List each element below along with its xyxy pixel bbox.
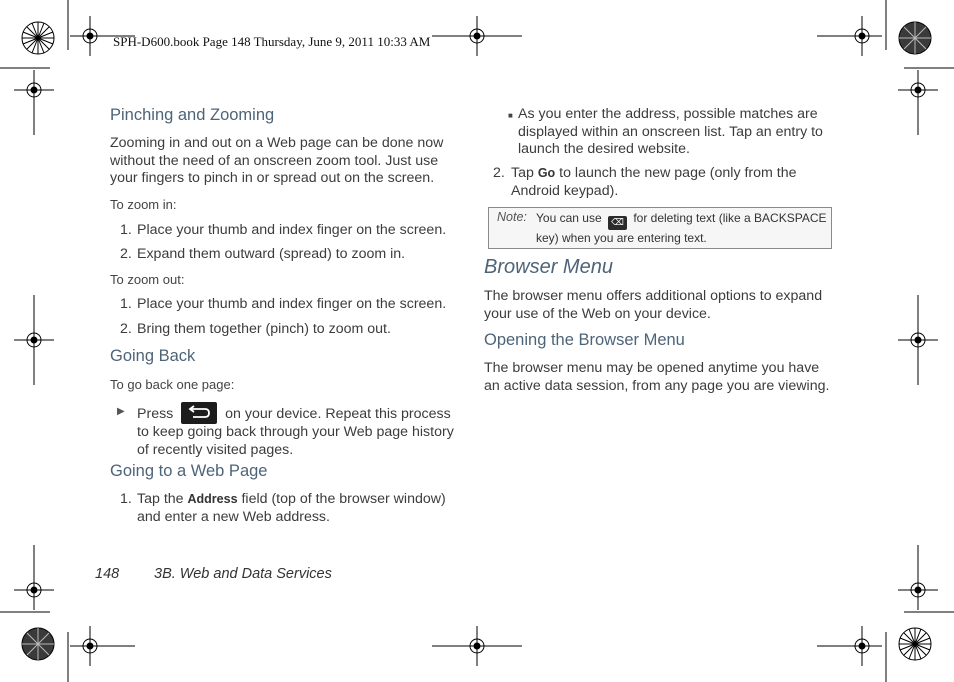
step-number: 2.	[120, 246, 132, 262]
browser-menu-title: Browser Menu	[484, 256, 613, 278]
step-number: 2.	[120, 321, 132, 337]
going-back-line: of recently visited pages.	[137, 441, 294, 458]
address-bullet	[518, 106, 848, 159]
going-back-text	[137, 402, 477, 459]
step-text: Bring them together (pinch) to zoom out.	[137, 321, 391, 337]
zoom-out-label: To zoom out:	[110, 272, 185, 287]
bullet-line: displayed within an onscreen list. Tap an entry to	[518, 123, 823, 140]
note-text-part: You can use	[536, 211, 602, 225]
step-text: Expand them outward (spread) to zoom in.	[137, 246, 406, 262]
note-text	[536, 210, 828, 246]
note-box	[488, 207, 832, 249]
web-page-step-1	[120, 491, 465, 526]
press-word: Press	[137, 406, 174, 422]
address-field-name: Address	[187, 492, 238, 506]
section-name: 3B. Web and Data Services	[154, 566, 332, 582]
going-back-label: To go back one page:	[110, 377, 235, 392]
step-text: Tap	[511, 165, 534, 181]
pinch-text-line: Zooming in and out on a Web page can be done now	[110, 135, 444, 151]
paragraph-line: your use of the Web on your device.	[484, 305, 711, 322]
delete-key-icon: ⌫	[608, 216, 627, 230]
page-number: 148	[95, 566, 120, 582]
step-number: 1.	[120, 222, 132, 238]
step-text: to launch the new page (only from the	[559, 165, 797, 181]
opening-title: Opening the Browser Menu	[484, 331, 685, 349]
bullet-line: As you enter the address, possible matches are	[518, 106, 818, 122]
pinch-title: Pinching and Zooming	[110, 106, 275, 124]
step-text: Place your thumb and index finger on the screen.	[137, 222, 447, 238]
step-text: Tap the	[137, 491, 184, 507]
note-label: Note:	[497, 210, 527, 224]
back-key-icon	[181, 402, 217, 424]
going-back-line: to keep going back through your Web page history	[137, 424, 454, 440]
triangle-bullet-icon: ▶	[117, 406, 125, 417]
going-back-rest: on your device. Repeat this process	[225, 406, 451, 422]
pinch-text-line: your fingers to pinch in or spread out on the screen.	[110, 170, 435, 186]
square-bullet-icon: ■	[508, 111, 513, 120]
step-text: field (top of the browser window)	[241, 491, 446, 507]
step-number: 1.	[120, 296, 132, 312]
zoom-out-step-1	[120, 296, 470, 314]
go-key-name: Go	[537, 166, 556, 180]
paragraph-line: The browser menu may be opened anytime you have	[484, 360, 820, 376]
going-back-title: Going Back	[110, 347, 196, 365]
step-number: 2.	[493, 165, 505, 181]
note-text-part: for deleting text (like a BACKSPACE	[633, 211, 827, 225]
pinch-text	[110, 135, 443, 188]
zoom-in-step-2	[120, 246, 470, 264]
step-text: Place your thumb and index finger on the screen.	[137, 296, 447, 312]
paragraph-line: an active data session, from any page you are viewing.	[484, 377, 830, 394]
web-page-title: Going to a Web Page	[110, 462, 268, 480]
paragraph-line: The browser menu offers additional options to expand	[484, 288, 823, 304]
note-text-line2: key) when you are entering text.	[536, 231, 707, 245]
step-number: 1.	[120, 491, 132, 507]
opening-text	[484, 360, 829, 395]
step-text-line2: and enter a new Web address.	[137, 508, 330, 525]
browser-menu-text	[484, 288, 822, 323]
zoom-in-step-1	[120, 222, 470, 240]
zoom-in-label: To zoom in:	[110, 197, 177, 212]
print-header: SPH-D600.book Page 148 Thursday, June 9, 2011 10:33 AM	[113, 34, 431, 49]
pinch-text-line: without the need of an onscreen zoom tool. Just use	[110, 152, 439, 169]
bullet-line: launch the desired website.	[518, 141, 690, 157]
step-text-line2: Android keypad).	[511, 182, 619, 199]
go-step-2	[493, 165, 833, 200]
zoom-out-step-2	[120, 321, 470, 339]
